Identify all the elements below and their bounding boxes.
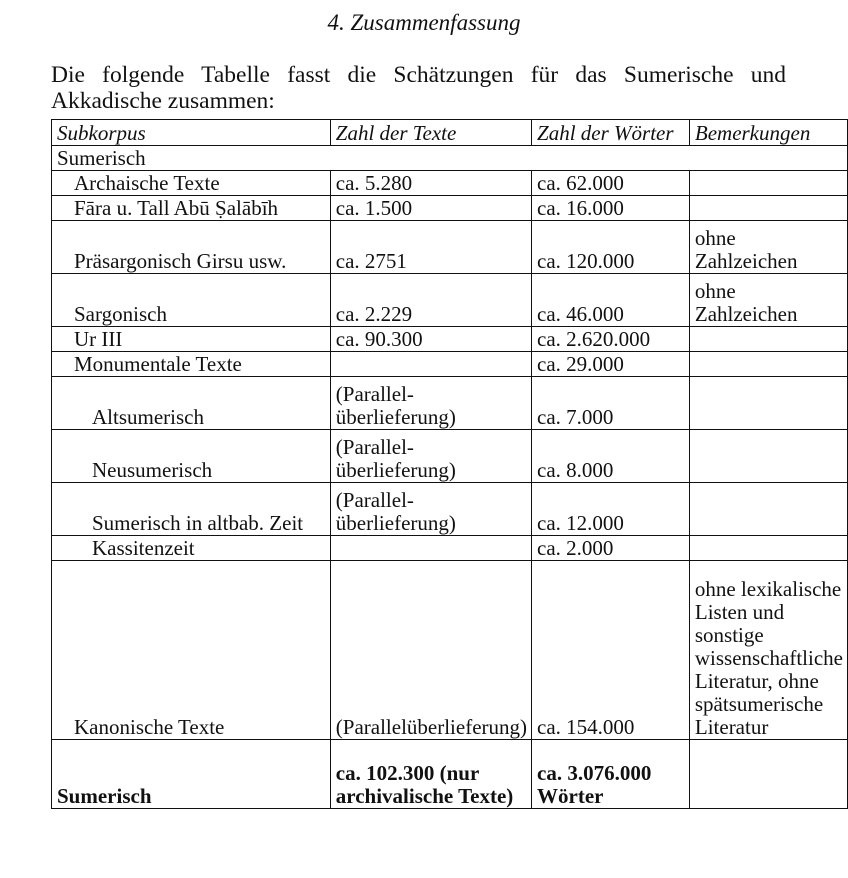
row-subkorpus: Monumentale Texte — [52, 352, 331, 377]
row-woerter: ca. 120.000 — [532, 221, 690, 274]
row-subkorpus: Fāra u. Tall Abū Ṣalābīh — [52, 196, 331, 221]
row-texte: (Parallel-überlieferung) — [330, 430, 531, 483]
row-texte — [330, 352, 531, 377]
row-bemerkungen — [689, 352, 847, 377]
row-subkorpus: Kassitenzeit — [52, 536, 331, 561]
total-woerter: ca. 3.076.000 Wörter — [532, 740, 690, 809]
row-texte: ca. 2751 — [330, 221, 531, 274]
total-texte: ca. 102.300 (nur archivalische Texte) — [330, 740, 531, 809]
table-row — [52, 274, 848, 327]
table-row — [52, 327, 848, 352]
row-bemerkungen: ohne lexikalische Listen und sonstige wissenschaftliche Literatur, ohne spätsumerische Literatur — [689, 561, 847, 740]
row-woerter: ca. 12.000 — [532, 483, 690, 536]
row-subkorpus: Kanonische Texte — [52, 561, 331, 740]
row-bemerkungen — [689, 196, 847, 221]
header-subkorpus: Subkorpus — [52, 120, 331, 146]
table-row — [52, 430, 848, 483]
row-bemerkungen — [689, 483, 847, 536]
row-bemerkungen: ohne Zahlzeichen — [689, 274, 847, 327]
table-row — [52, 171, 848, 196]
row-woerter: ca. 2.000 — [532, 536, 690, 561]
table-header-row — [52, 120, 848, 146]
row-woerter: ca. 16.000 — [532, 196, 690, 221]
section-row — [52, 146, 848, 171]
row-bemerkungen: ohne Zahlzeichen — [689, 221, 847, 274]
row-texte: ca. 1.500 — [330, 196, 531, 221]
row-bemerkungen — [689, 171, 847, 196]
table-row — [52, 196, 848, 221]
row-subkorpus: Archaische Texte — [52, 171, 331, 196]
row-texte: (Parallel-überlieferung) — [330, 483, 531, 536]
row-woerter: ca. 8.000 — [532, 430, 690, 483]
row-bemerkungen — [689, 536, 847, 561]
table-row — [52, 377, 848, 430]
row-woerter: ca. 2.620.000 — [532, 327, 690, 352]
header-zahl-texte: Zahl der Texte — [330, 120, 531, 146]
table-row — [52, 221, 848, 274]
header-zahl-woerter: Zahl der Wörter — [532, 120, 690, 146]
row-texte — [330, 536, 531, 561]
row-subkorpus: Präsargonisch Girsu usw. — [52, 221, 331, 274]
row-woerter: ca. 7.000 — [532, 377, 690, 430]
row-texte: (Parallelüberlieferung) — [330, 561, 531, 740]
row-bemerkungen — [689, 430, 847, 483]
row-subkorpus: Sargonisch — [52, 274, 331, 327]
total-bemerkungen — [689, 740, 847, 809]
table-row — [52, 536, 848, 561]
header-bemerkungen: Bemerkungen — [689, 120, 847, 146]
row-subkorpus: Ur III — [52, 327, 331, 352]
row-subkorpus: Neusumerisch — [52, 430, 331, 483]
row-subkorpus: Altsumerisch — [52, 377, 331, 430]
table-row — [52, 352, 848, 377]
estimates-table — [51, 119, 848, 809]
row-woerter: ca. 154.000 — [532, 561, 690, 740]
table-row — [52, 483, 848, 536]
intro-paragraph: Die folgende Tabelle fasst die Schätzungen für das Sumerische und Akkadische zusammen: — [51, 62, 786, 114]
row-woerter: ca. 46.000 — [532, 274, 690, 327]
section-label: Sumerisch — [52, 146, 848, 171]
row-texte: ca. 5.280 — [330, 171, 531, 196]
row-woerter: ca. 29.000 — [532, 352, 690, 377]
row-texte: ca. 90.300 — [330, 327, 531, 352]
table-row — [52, 561, 848, 740]
row-texte: (Parallel-überlieferung) — [330, 377, 531, 430]
row-subkorpus: Sumerisch in altbab. Zeit — [52, 483, 331, 536]
row-texte: ca. 2.229 — [330, 274, 531, 327]
row-bemerkungen — [689, 327, 847, 352]
page-heading: 4. Zusammenfassung — [327, 10, 521, 35]
row-bemerkungen — [689, 377, 847, 430]
total-row — [52, 740, 848, 809]
total-subkorpus: Sumerisch — [52, 740, 331, 809]
row-woerter: ca. 62.000 — [532, 171, 690, 196]
